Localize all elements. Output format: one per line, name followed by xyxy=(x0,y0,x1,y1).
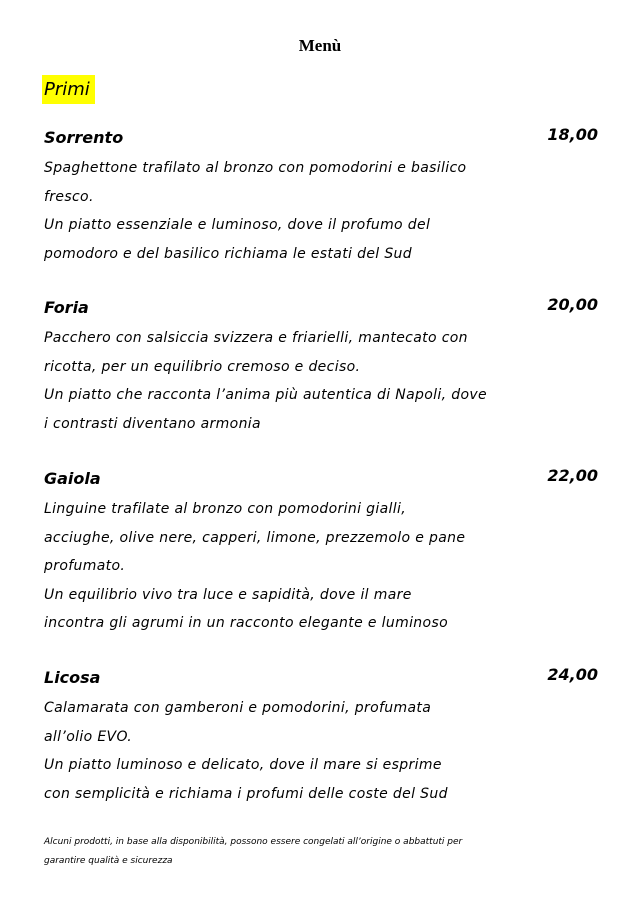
note-line: garantire qualità e sicurezza xyxy=(44,856,173,866)
dish-price: 22,00 xyxy=(547,466,598,485)
note-line: Alcuni prodotti, in base alla disponibilità, possono essere congelati all’origine o abbattuti per xyxy=(44,837,463,847)
page-title: Menù xyxy=(298,36,342,55)
description-line: pomodoro e del basilico richiama le estati del Sud xyxy=(44,245,413,262)
description-line: Spaghettone trafilato al bronzo con pomodorini e basilico xyxy=(44,160,467,176)
dish-price: 24,00 xyxy=(547,665,598,684)
description-line: Un piatto luminoso e delicato, dove il mare si esprime xyxy=(44,757,442,773)
description-line: profumato. xyxy=(44,558,126,574)
description-line: Linguine trafilate al bronzo con pomodorini gialli, xyxy=(44,501,407,517)
dish-description xyxy=(44,324,600,438)
description-line: Un piatto essenziale e luminoso, dove il profumo del xyxy=(44,217,431,233)
dish-price: 18,00 xyxy=(547,125,598,144)
dish-name: Licosa xyxy=(44,668,101,687)
dish-name: Foria xyxy=(44,298,89,317)
dish-price: 20,00 xyxy=(547,295,598,314)
description-line: incontra gli agrumi in un racconto elegante e luminoso xyxy=(44,615,449,631)
description-line: i contrasti diventano armonia xyxy=(44,415,261,432)
description-line: Un equilibrio vivo tra luce e sapidità, dove il mare xyxy=(44,586,412,603)
allergen-note xyxy=(44,833,564,871)
description-line: Un piatto che racconta l’anima più autentica di Napoli, dove xyxy=(44,387,487,403)
dish-name: Gaiola xyxy=(44,469,101,488)
dish-name: Sorrento xyxy=(44,128,124,147)
description-line: ricotta, per un equilibrio cremoso e deciso. xyxy=(44,358,361,375)
menu-item xyxy=(44,665,600,808)
description-line: acciughe, olive nere, capperi, limone, prezzemolo e pane xyxy=(44,529,466,546)
description-line: fresco. xyxy=(44,188,94,205)
section-heading-primi: Primi xyxy=(42,75,95,104)
description-line: Pacchero con salsiccia svizzera e friarielli, mantecato con xyxy=(44,330,468,346)
menu-item xyxy=(44,466,600,638)
menu-item xyxy=(44,295,600,438)
description-line: all’olio EVO. xyxy=(44,728,133,745)
dish-description xyxy=(44,154,600,268)
menu-item xyxy=(44,125,600,268)
dish-description xyxy=(44,694,600,808)
description-line: con semplicità e richiama i profumi delle coste del Sud xyxy=(44,785,448,802)
dish-description xyxy=(44,495,600,638)
description-line: Calamarata con gamberoni e pomodorini, profumata xyxy=(44,700,432,716)
